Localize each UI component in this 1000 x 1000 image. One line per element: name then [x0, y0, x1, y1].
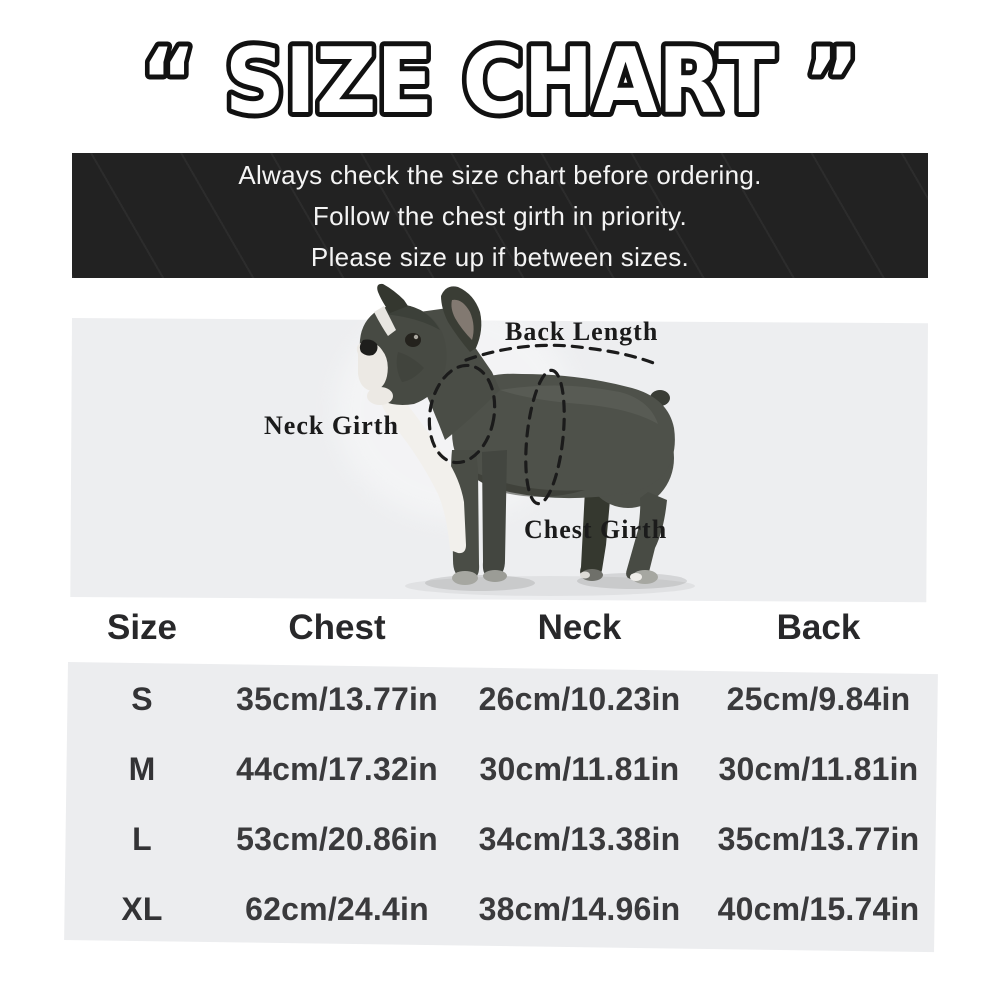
size-label: L	[132, 820, 152, 857]
size-label: S	[131, 680, 153, 717]
back-length-label: Back Length	[505, 317, 659, 346]
back-value: 40cm/15.74in	[717, 890, 920, 927]
dog-measurement-diagram	[240, 278, 700, 610]
neck-value: 30cm/11.81in	[479, 750, 680, 787]
size-label: M	[128, 750, 156, 787]
table-row-l	[72, 804, 940, 874]
back-value: 35cm/13.77in	[717, 820, 920, 857]
back-value: 30cm/11.81in	[718, 750, 919, 787]
neck-girth-label: Neck Girth	[264, 411, 399, 440]
table-header-row	[72, 602, 940, 654]
banner-line-3: Please size up if between sizes.	[310, 242, 690, 272]
chest-value: 62cm/24.4in	[245, 890, 429, 927]
banner-line-2: Follow the chest girth in priority.	[312, 201, 688, 231]
header-chest: Chest	[288, 608, 386, 647]
header-size: Size	[106, 608, 178, 647]
page-title-text: “ SIZE CHART ”	[141, 29, 859, 134]
table-row-s	[72, 664, 940, 734]
chest-value: 44cm/17.32in	[236, 750, 438, 787]
notice-banner	[72, 153, 928, 278]
table-row-xl	[72, 874, 940, 944]
chest-girth-label: Chest Girth	[524, 515, 668, 544]
neck-value: 38cm/14.96in	[478, 890, 681, 927]
chest-value: 53cm/20.86in	[236, 820, 438, 857]
neck-value: 26cm/10.23in	[478, 680, 681, 717]
size-label: XL	[121, 890, 163, 927]
page-title	[0, 20, 1000, 150]
chest-value: 35cm/13.77in	[236, 680, 438, 717]
header-neck: Neck	[537, 608, 622, 647]
back-value: 25cm/9.84in	[726, 680, 911, 717]
header-back: Back	[776, 608, 861, 647]
table-row-m	[72, 734, 940, 804]
banner-line-1: Always check the size chart before ordering.	[238, 160, 762, 190]
neck-value: 34cm/13.38in	[478, 820, 681, 857]
